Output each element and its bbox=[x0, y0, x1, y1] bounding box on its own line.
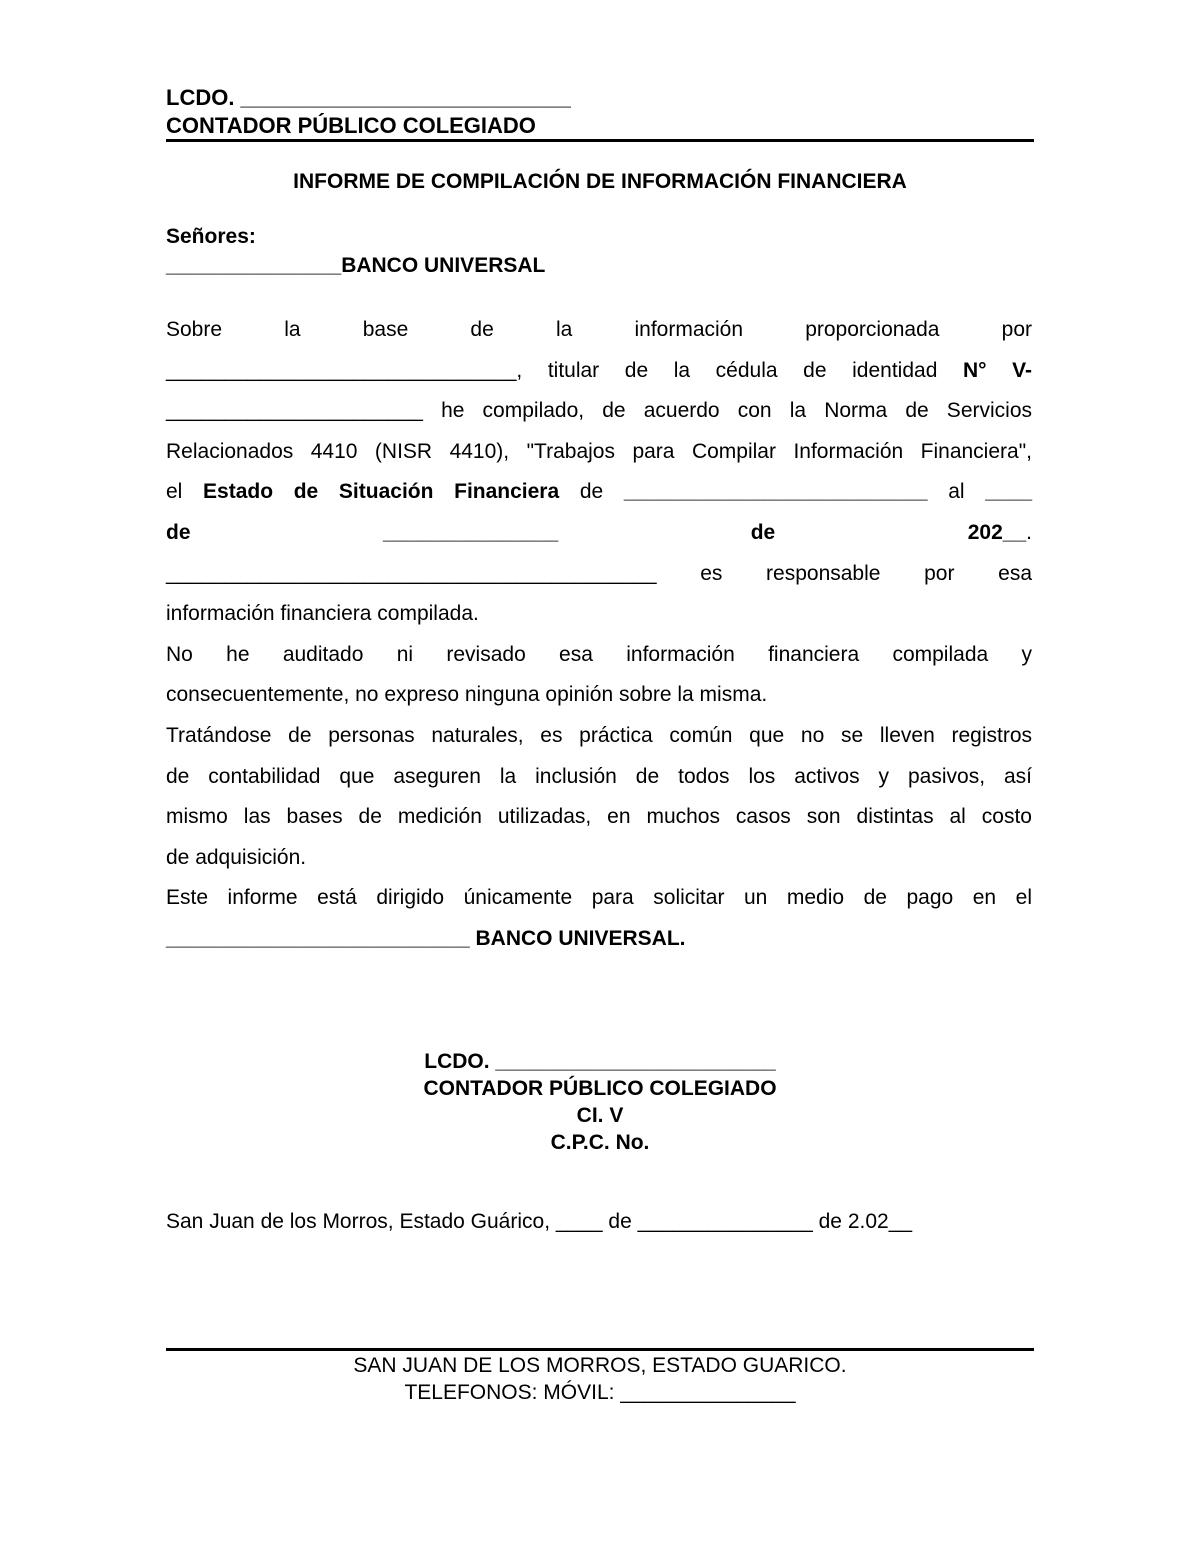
body-text-bold: de bbox=[166, 520, 191, 544]
body-text-bold: N° V- bbox=[962, 358, 1032, 382]
body-line: mismo las bases de medición utilizadas, en muchos casos son distintas al costo bbox=[166, 805, 1032, 829]
body-line: de contabilidad que aseguren la inclusión de todos los activos y pasivos, así bbox=[166, 764, 1032, 788]
addressee bbox=[166, 222, 545, 280]
body-line: consecuentemente, no expreso ninguna opinión sobre la misma. bbox=[166, 683, 768, 707]
year-value: 202__ bbox=[967, 520, 1027, 544]
footer-divider bbox=[166, 1348, 1034, 1351]
footer bbox=[166, 1352, 1034, 1406]
signature-lcdo: LCDO. ________________________ bbox=[424, 1050, 776, 1073]
addressee-bank: _______________BANCO UNIVERSAL bbox=[166, 254, 546, 277]
body-line: información financiera compilada. bbox=[166, 602, 479, 626]
body-text: el bbox=[166, 480, 204, 504]
body-line: ______________________ he compilado, de acuerdo con la Norma de Servicios bbox=[166, 399, 1032, 423]
body-line bbox=[166, 472, 1032, 513]
body-line: __________________________________________ es responsable por esa bbox=[166, 561, 1032, 585]
body-line bbox=[166, 513, 1032, 554]
statement-name: Estado de Situación Financiera bbox=[203, 480, 560, 504]
body-line: Sobre la base de la información proporcionada por bbox=[166, 318, 1032, 341]
body-line: Este informe está dirigido únicamente para solicitar un medio de pago en el bbox=[166, 886, 1032, 910]
letterhead bbox=[166, 84, 1034, 140]
body-line: Relacionados 4410 (NISR 4410), "Trabajos para Compilar Información Financiera", bbox=[166, 439, 1032, 463]
body-text: ______________________________, titular de la cédula de identidad bbox=[166, 358, 963, 382]
body-text: al bbox=[927, 480, 986, 504]
body-line: de adquisición. bbox=[166, 845, 307, 869]
blank-field: __________________________ bbox=[623, 480, 928, 504]
body-line: Tratándose de personas naturales, es práctica común que no se lleven registros bbox=[166, 723, 1032, 747]
signature-cpc: C.P.C. No. bbox=[550, 1131, 650, 1154]
blank-field: ____ bbox=[985, 480, 1032, 504]
body-text-bold: de bbox=[750, 520, 776, 544]
year-field bbox=[968, 513, 1032, 554]
salutation: Señores: bbox=[166, 225, 256, 248]
place-and-date: San Juan de los Morros, Estado Guárico, ____ de _______________ de 2.02__ bbox=[166, 1210, 913, 1233]
signature-block bbox=[166, 1048, 1034, 1156]
signature-ci: CI. V bbox=[576, 1104, 624, 1127]
blank-field: _______________ bbox=[383, 520, 559, 544]
signature-role: CONTADOR PÚBLICO COLEGIADO bbox=[423, 1077, 777, 1100]
footer-address: SAN JUAN DE LOS MORROS, ESTADO GUARICO. bbox=[353, 1354, 847, 1377]
header-divider bbox=[166, 139, 1034, 142]
body-text: . bbox=[1026, 520, 1032, 544]
report-body bbox=[166, 310, 1032, 960]
body-text: de bbox=[559, 480, 624, 504]
footer-phone: TELEFONOS: MÓVIL: _______________ bbox=[404, 1381, 796, 1404]
header-lcdo: LCDO. ___________________________ bbox=[166, 85, 571, 110]
header-role: CONTADOR PÚBLICO COLEGIADO bbox=[166, 113, 536, 138]
document-title: INFORME DE COMPILACIÓN DE INFORMACIÓN FINANCIERA bbox=[293, 170, 907, 193]
body-line bbox=[166, 351, 1032, 392]
body-line: No he auditado ni revisado esa información financiera compilada y bbox=[166, 642, 1032, 666]
body-line: __________________________ BANCO UNIVERSAL. bbox=[166, 926, 686, 950]
